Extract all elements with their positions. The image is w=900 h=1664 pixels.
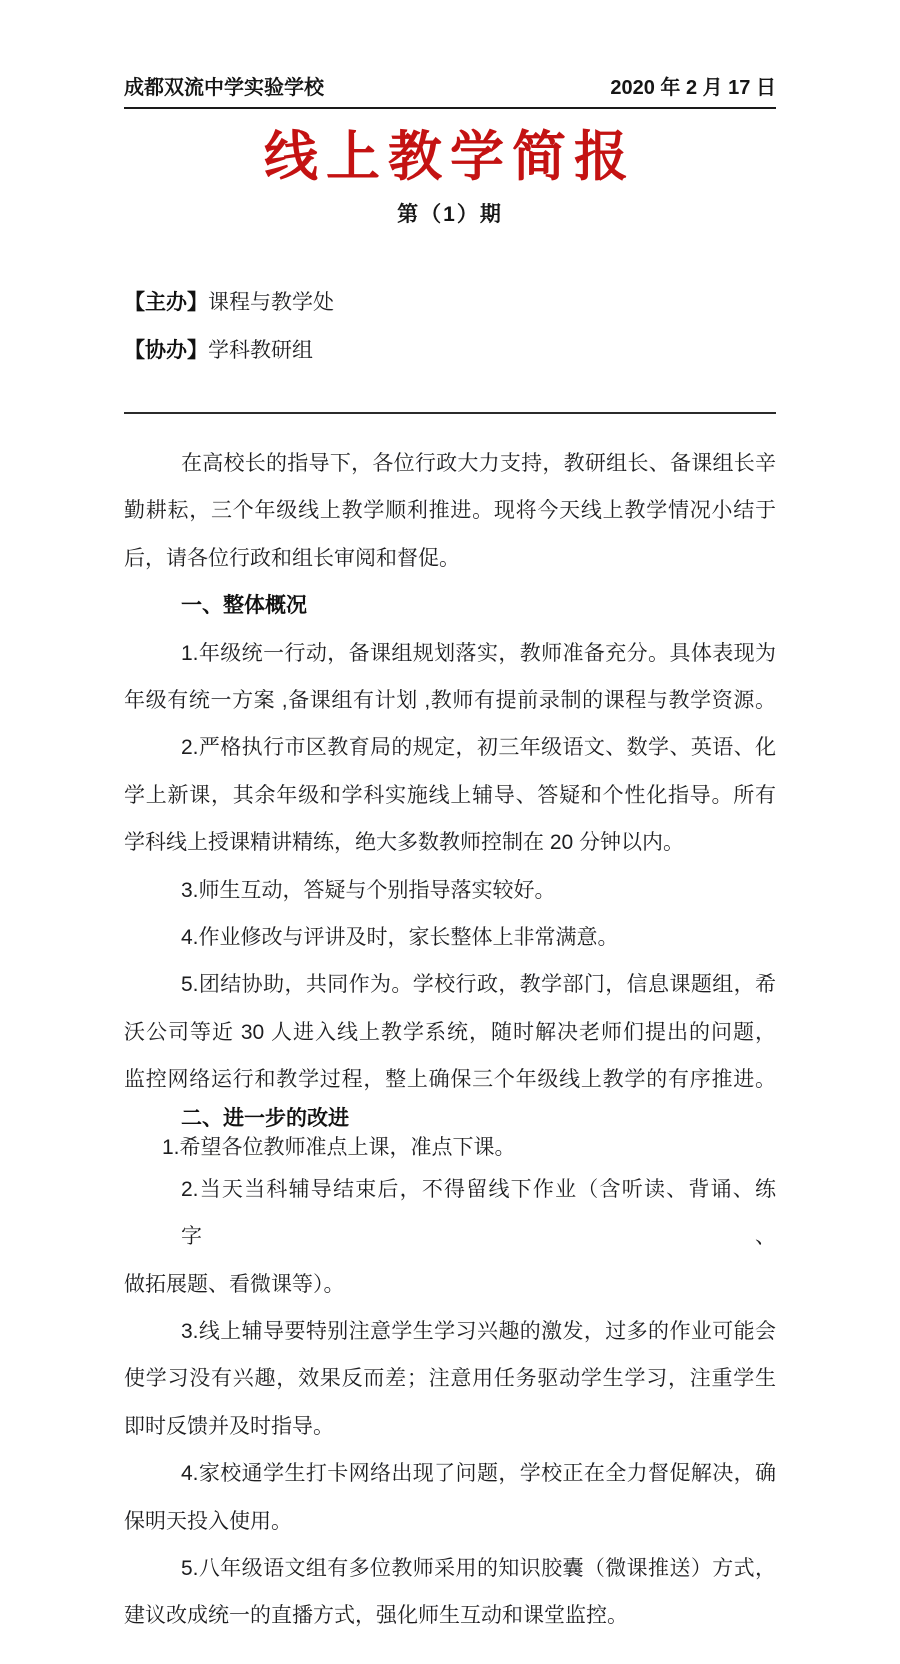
body-line: 学科线上授课精讲精练，绝大多数教师控制在 20 分钟以内。: [124, 831, 685, 855]
body-line: 使学习没有兴趣，效果反而差；注意用任务驱动学生学习，注重学生: [124, 1367, 776, 1391]
section-divider-rule: [124, 412, 776, 414]
body-line: 5.八年级语文组有多位教师采用的知识胶囊（微课推送）方式，: [181, 1556, 776, 1580]
issue-number: 第（1）期: [397, 203, 503, 226]
body-line: 建议改成统一的直播方式，强化师生互动和课堂监控。: [124, 1604, 628, 1628]
document-date: 2020 年 2 月 17 日: [610, 77, 776, 99]
organizer-value: 课程与教学处: [208, 291, 334, 314]
body-line: 勤耕耘，三个年级线上教学顺利推进。现将今天线上教学情况小结于: [124, 499, 776, 523]
body-line: 沃公司等近 30 人进入线上教学系统，随时解决老师们提出的问题，: [124, 1020, 776, 1044]
body-line: 在高校长的指导下，各位行政大力支持，教研组长、备课组长辛: [181, 452, 776, 475]
co-organizer-value: 学科教研组: [208, 339, 313, 362]
organizer-row: [124, 286, 776, 320]
body-line: 二、进一步的改进: [181, 1106, 349, 1130]
co-organizer-row: [124, 334, 776, 368]
document-header: [124, 0, 776, 100]
body-line: 3.线上辅导要特别注意学生学习兴趣的激发，过多的作业可能会: [181, 1319, 776, 1343]
co-organizer-label: 【协办】: [124, 339, 208, 362]
school-name: 成都双流中学实验学校: [124, 77, 324, 99]
body-line: 后，请各位行政和组长审阅和督促。: [124, 546, 460, 570]
body-line: 4.作业修改与评讲及时，家长整体上非常满意。: [181, 926, 619, 950]
body-line: 2.当天当科辅导结束后，不得留线下作业（含听读、背诵、练字、: [181, 1177, 776, 1249]
body-line: 年级有统一方案 ,备课组有计划 ,教师有提前录制的课程与教学资源。: [124, 689, 776, 713]
body-line: 监控网络运行和教学过程，整上确保三个年级线上教学的有序推进。: [124, 1068, 776, 1092]
body-line: 3.师生互动，答疑与个别指导落实较好。: [181, 878, 556, 902]
body-line: 一、整体概况: [181, 594, 307, 618]
body-line: 2.严格执行市区教育局的规定，初三年级语文、数学、英语、化: [181, 736, 776, 760]
document-title: 线上教学简报: [264, 127, 636, 187]
body-line: 保明天投入使用。: [124, 1509, 292, 1533]
document-body: [124, 440, 776, 1640]
organizer-block: [124, 286, 776, 368]
body-line: 学上新课，其余年级和学科实施线上辅导、答疑和个性化指导。所有: [124, 783, 776, 807]
body-line: 5.团结协助，共同作为。学校行政，教学部门，信息课题组，希: [181, 973, 776, 997]
body-line: 1.年级统一行动，备课组规划落实，教师准备充分。具体表现为: [181, 641, 776, 665]
body-line: 做拓展题、看微课等）。: [124, 1272, 345, 1296]
body-line: 4.家校通学生打卡网络出现了问题，学校正在全力督促解决，确: [181, 1462, 776, 1486]
organizer-label: 【主办】: [124, 291, 208, 314]
body-line: 即时反馈并及时指导。: [124, 1414, 334, 1438]
header-rule: [124, 107, 776, 109]
body-line: 1.希望各位教师准点上课，准点下课。: [162, 1135, 516, 1159]
